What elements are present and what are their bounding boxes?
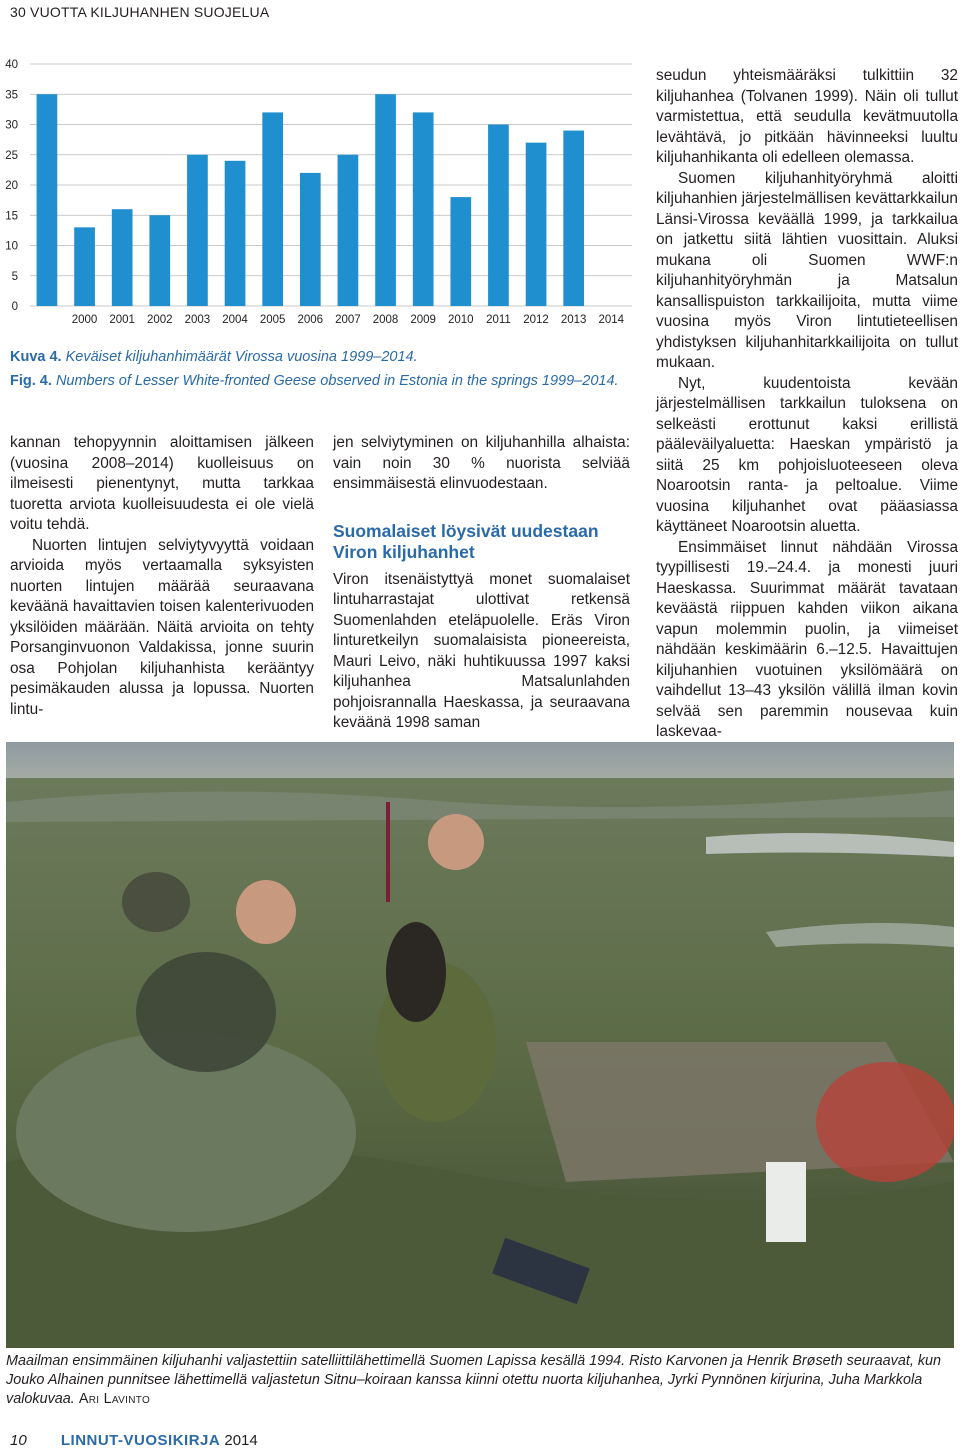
bar-2004 bbox=[225, 161, 246, 306]
x-tick-label: 2005 bbox=[259, 314, 286, 326]
x-tick-label: 2010 bbox=[448, 314, 474, 326]
running-head: 30 VUOTTA KILJUHANHEN SUOJELUA bbox=[10, 4, 270, 20]
paragraph: Viron itsenäistyttyä monet suomalaiset lintuharrastajat ulottivat retkensä Suomenlahden eteläpuolelle. Eräs Viron linturetkeilyn suomalaisista pioneereista, Mauri Leivo, näki huhtikuussa 1997 kaksi kiljuhanhea Matsalunlahden pohjoisrannalla Haeskassa, ja seuraavana keväänä 1998 saman bbox=[333, 570, 630, 731]
paragraph: Nyt, kuudentoista kevään järjestelmällisen tarkkailun tuloksena on selkeästi erottunut kaksi erillistä pääleväilyaluetta: Haeskan ympäristö ja siitä 25 km pohjoisluoteeseen oleva Noarootsin ranta- ja peltoalue. Viime vuosina kiljuhanhet ovat pääasiassa käyttäneet Noarootsin aluetta. bbox=[656, 374, 958, 535]
y-tick-label: 20 bbox=[5, 180, 18, 192]
publication-year: 2014 bbox=[224, 1432, 258, 1449]
publication-name: LINNUT-VUOSIKIRJA bbox=[60, 1432, 221, 1449]
x-tick-label: 2000 bbox=[71, 314, 98, 326]
figure-text-english: Numbers of Lesser White-fronted Geese observed in Estonia in the springs 1999–2014. bbox=[55, 373, 619, 389]
bar-2006 bbox=[300, 173, 321, 306]
x-tick-label: 2006 bbox=[297, 314, 324, 326]
bar-2001 bbox=[112, 209, 133, 306]
paragraph: Suomen kiljuhanhityöryhmä aloitti kiljuhanhien järjestelmällisen kevättarkkailun Länsi-Virossa keväällä 1999, ja tarkkailua on jatkettu siitä lähtien vuosittain. Aluksi mukana oli Suomen WWF:n kiljuhanhityöryhmän ja Matsalun kansallispuiston tarkkailijoita, mutta viime vuosina myös Viron lintutieteellisen yhdistyksen kiljuhanhitarkkailijoita on tullut mukaan. bbox=[656, 169, 958, 371]
figure-label-english: Fig. 4. bbox=[10, 373, 52, 389]
figure-caption-finnish bbox=[10, 349, 635, 365]
bar-2005 bbox=[262, 112, 283, 306]
photo-credit: Ari Lavinto bbox=[78, 1391, 151, 1407]
y-tick-label: 10 bbox=[5, 240, 18, 253]
x-tick-label: 2004 bbox=[222, 314, 248, 326]
bar-2000 bbox=[74, 227, 95, 306]
y-tick-label: 5 bbox=[11, 270, 18, 283]
photograph bbox=[6, 742, 954, 1348]
paragraph: Nuorten lintujen selviytyvyyttä voidaan arvioida myös vertaamalla syksyisten nuorten lintujen määrää seuraavana keväänä havaittavien toisen kalenterivuoden yksilöiden määrään. Näitä arvioita on tehty Porsanginvuonon Valdakissa, jonne suurin osa Pohjolan kiljuhanhista kerääntyy pesimäkauden alussa ja lopussa. Nuorten lintu- bbox=[10, 536, 314, 718]
x-tick-label: 2008 bbox=[372, 314, 399, 326]
x-tick-label: 2002 bbox=[147, 314, 173, 326]
figure-label-finnish: Kuva 4. bbox=[10, 349, 62, 365]
x-tick-label: 2012 bbox=[523, 314, 549, 326]
bar-2007 bbox=[338, 155, 359, 306]
x-tick-label: 2003 bbox=[184, 314, 211, 326]
bar-2012 bbox=[526, 143, 547, 306]
bar-2008 bbox=[375, 94, 396, 306]
y-tick-label: 25 bbox=[5, 149, 18, 162]
figure-caption-english bbox=[10, 373, 635, 389]
x-tick-label: 2011 bbox=[486, 314, 511, 326]
photo-caption-text: Maailman ensimmäinen kiljuhanhi valjastettiin satelliittilähettimellä Suomen Lapissa kesällä 1994. Risto Karvonen ja Henrik Brøseth seuraavat, kun Jouko Alhainen punnitsee lähettimellä valjastetun Sitnu–koiraan kanssa kiinni otettu nuorta kiljuhanhea, Jyrki Pynnönen kirjurina, Juha Markkola valokuvaa. bbox=[6, 1353, 942, 1407]
bar-2010 bbox=[450, 197, 471, 306]
paragraph: seudun yhteismääräksi tulkittiin 32 kiljuhanhea (Tolvanen 1999). Näin oli tullut varmistettua, että seudulla kevätmuutolla levähtävä, jo pitkään hävinneeksi luultu kiljuhanhikanta oli edelleen olemassa. bbox=[656, 67, 958, 166]
bar-2011 bbox=[488, 125, 509, 307]
bar-chart bbox=[0, 52, 640, 344]
y-tick-label: 30 bbox=[5, 119, 18, 132]
page-number: 10 bbox=[10, 1432, 27, 1449]
x-tick-label: 2009 bbox=[410, 314, 436, 326]
page-footer bbox=[10, 1432, 258, 1449]
photo-caption bbox=[6, 1352, 954, 1409]
x-tick-label: 2001 bbox=[109, 314, 135, 326]
x-tick-label: 2007 bbox=[335, 314, 361, 326]
text-column-left bbox=[10, 433, 314, 720]
y-tick-label: 0 bbox=[11, 301, 18, 313]
section-heading: Suomalaiset löysivät uudestaan Viron kiljuhanhet bbox=[333, 520, 599, 562]
bar-2013 bbox=[563, 131, 584, 306]
paragraph: Ensimmäiset linnut nähdään Virossa tyypillisesti 19.–24.4. ja monesti juuri Haeskassa. Suurimmat määrät tavataan keväästä riippuen kahden viikon aikana vapun molemmin puolin, ja viimeiset nähdään keskimäärin 6.–12.5. Havaittujen kiljuhanhien vuotuinen yksilömäärä on vaihdellut 13–43 yksilön välillä ilman kovin selvää sen paremmin nousevaa kuin laskevaa- bbox=[656, 538, 958, 740]
y-tick-label: 35 bbox=[5, 89, 18, 102]
y-tick-label: 15 bbox=[5, 210, 18, 223]
figure-text-finnish: Keväiset kiljuhanhimäärät Virossa vuosina 1999–2014. bbox=[65, 349, 418, 365]
text-column-right bbox=[656, 66, 958, 743]
text-column-middle bbox=[333, 433, 630, 734]
paragraph: jen selviytyminen on kiljuhanhilla alhaista: vain noin 30 % nuorista selviää ensimmäisestä elinvuodestaan. bbox=[333, 434, 630, 492]
x-tick-label: 2013 bbox=[560, 314, 587, 326]
y-tick-label: 40 bbox=[5, 59, 18, 71]
bar-2003 bbox=[187, 155, 208, 306]
bar-2009 bbox=[413, 112, 434, 306]
bar-2002 bbox=[149, 215, 170, 306]
paragraph: kannan tehopyynnin aloittamisen jälkeen (vuosina 2008–2014) kuolleisuus on ilmeisesti pienentynyt, mutta tarkkaa tuoretta arviota kuolleisuudesta ei ole vielä voitu tehdä. bbox=[10, 434, 314, 533]
bar-1999 bbox=[37, 94, 58, 306]
x-tick-label: 2014 bbox=[598, 314, 625, 326]
